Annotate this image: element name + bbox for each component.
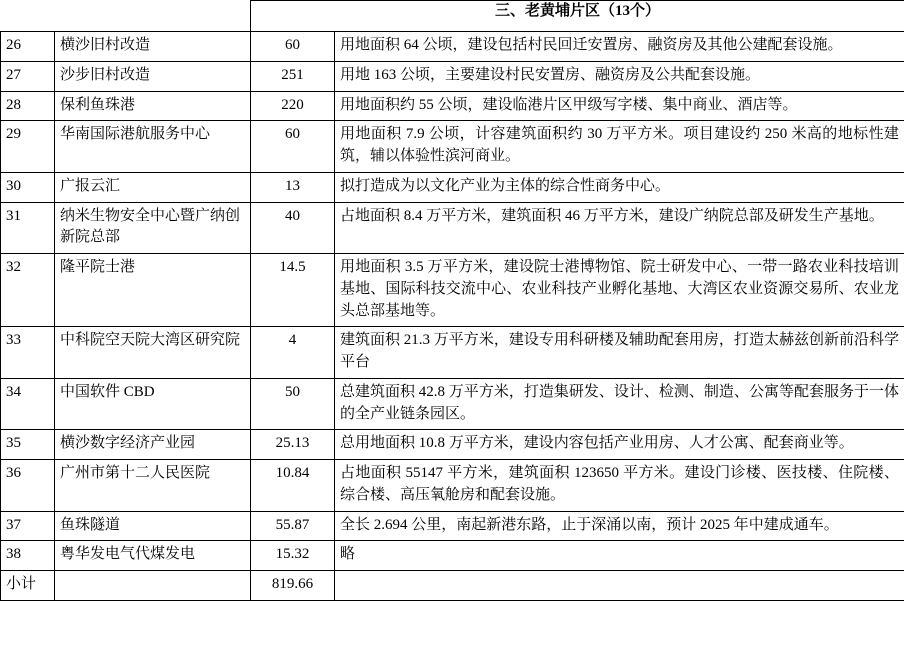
row-description: 用地面积 3.5 万平方米，建设院士港博物馆、院士研发中心、一带一路农业科技培训基地、国际科技交流中心、农业科技产业孵化基地、大湾区农业资源交易所、农业龙头总部基地等。 bbox=[335, 254, 904, 327]
row-project-name: 广报云汇 bbox=[55, 172, 251, 202]
row-description: 占地面积 8.4 万平方米，建筑面积 46 万平方米，建设广纳院总部及研发生产基地。 bbox=[335, 202, 904, 254]
row-investment: 15.32 bbox=[251, 541, 335, 571]
row-investment: 25.13 bbox=[251, 430, 335, 460]
row-number: 38 bbox=[1, 541, 55, 571]
table-row bbox=[1, 91, 904, 121]
row-investment: 50 bbox=[251, 378, 335, 430]
row-description: 用地面积 7.9 公顷，计容建筑面积约 30 万平方米。项目建设约 250 米高的地标性建筑，辅以体验性滨河商业。 bbox=[335, 121, 904, 173]
row-project-name: 保利鱼珠港 bbox=[55, 91, 251, 121]
row-investment: 14.5 bbox=[251, 254, 335, 327]
row-number: 31 bbox=[1, 202, 55, 254]
table-row bbox=[1, 32, 904, 62]
row-project-name: 广州市第十二人民医院 bbox=[55, 460, 251, 512]
row-description: 建筑面积 21.3 万平方米，建设专用科研楼及辅助配套用房，打造太赫兹创新前沿科学平台 bbox=[335, 327, 904, 379]
row-investment: 4 bbox=[251, 327, 335, 379]
row-number: 32 bbox=[1, 254, 55, 327]
row-description: 用地面积约 55 公顷，建设临港片区甲级写字楼、集中商业、酒店等。 bbox=[335, 91, 904, 121]
table-row bbox=[1, 172, 904, 202]
title-spacer-left2 bbox=[55, 1, 251, 32]
table-row bbox=[1, 460, 904, 512]
row-description: 总用地面积 10.8 万平方米，建设内容包括产业用房、人才公寓、配套商业等。 bbox=[335, 430, 904, 460]
row-description: 拟打造成为以文化产业为主体的综合性商务中心。 bbox=[335, 172, 904, 202]
row-description: 用地 163 公顷，主要建设村民安置房、融资房及公共配套设施。 bbox=[335, 61, 904, 91]
row-number: 27 bbox=[1, 61, 55, 91]
row-description: 用地面积 64 公顷，建设包括村民回迁安置房、融资房及其他公建配套设施。 bbox=[335, 32, 904, 62]
subtotal-row bbox=[1, 571, 904, 601]
row-project-name: 沙步旧村改造 bbox=[55, 61, 251, 91]
row-project-name: 中国软件 CBD bbox=[55, 378, 251, 430]
row-project-name: 横沙数字经济产业园 bbox=[55, 430, 251, 460]
section-title-row bbox=[1, 1, 904, 32]
row-project-name: 隆平院士港 bbox=[55, 254, 251, 327]
row-project-name: 纳米生物安全中心暨广纳创新院总部 bbox=[55, 202, 251, 254]
table-row bbox=[1, 511, 904, 541]
title-spacer-left bbox=[1, 1, 55, 32]
row-investment: 220 bbox=[251, 91, 335, 121]
row-investment: 60 bbox=[251, 32, 335, 62]
row-investment: 60 bbox=[251, 121, 335, 173]
table-row bbox=[1, 202, 904, 254]
subtotal-value: 819.66 bbox=[251, 571, 335, 601]
subtotal-label: 小计 bbox=[1, 571, 55, 601]
row-project-name: 粤华发电气代煤发电 bbox=[55, 541, 251, 571]
row-number: 37 bbox=[1, 511, 55, 541]
table-body bbox=[1, 1, 904, 601]
subtotal-desc-cell bbox=[335, 571, 904, 601]
row-investment: 40 bbox=[251, 202, 335, 254]
row-number: 33 bbox=[1, 327, 55, 379]
row-project-name: 中科院空天院大湾区研究院 bbox=[55, 327, 251, 379]
row-description: 占地面积 55147 平方米，建筑面积 123650 平方米。建设门诊楼、医技楼、住院楼、综合楼、高压氧舱房和配套设施。 bbox=[335, 460, 904, 512]
row-project-name: 华南国际港航服务中心 bbox=[55, 121, 251, 173]
row-description: 全长 2.694 公里，南起新港东路，止于深涌以南，预计 2025 年中建成通车。 bbox=[335, 511, 904, 541]
row-project-name: 横沙旧村改造 bbox=[55, 32, 251, 62]
row-number: 26 bbox=[1, 32, 55, 62]
row-investment: 251 bbox=[251, 61, 335, 91]
row-number: 29 bbox=[1, 121, 55, 173]
table-row bbox=[1, 378, 904, 430]
table-row bbox=[1, 61, 904, 91]
table-row bbox=[1, 541, 904, 571]
row-investment: 10.84 bbox=[251, 460, 335, 512]
row-number: 35 bbox=[1, 430, 55, 460]
row-investment: 13 bbox=[251, 172, 335, 202]
row-investment: 55.87 bbox=[251, 511, 335, 541]
row-number: 28 bbox=[1, 91, 55, 121]
table-row bbox=[1, 430, 904, 460]
subtotal-name-cell bbox=[55, 571, 251, 601]
table-row bbox=[1, 121, 904, 173]
row-description: 略 bbox=[335, 541, 904, 571]
table-row bbox=[1, 254, 904, 327]
row-number: 34 bbox=[1, 378, 55, 430]
table-row bbox=[1, 327, 904, 379]
row-number: 30 bbox=[1, 172, 55, 202]
row-description: 总建筑面积 42.8 万平方米，打造集研发、设计、检测、制造、公寓等配套服务于一体的全产业链条园区。 bbox=[335, 378, 904, 430]
row-number: 36 bbox=[1, 460, 55, 512]
section-title: 三、老黄埔片区（13个） bbox=[251, 1, 904, 32]
row-project-name: 鱼珠隧道 bbox=[55, 511, 251, 541]
